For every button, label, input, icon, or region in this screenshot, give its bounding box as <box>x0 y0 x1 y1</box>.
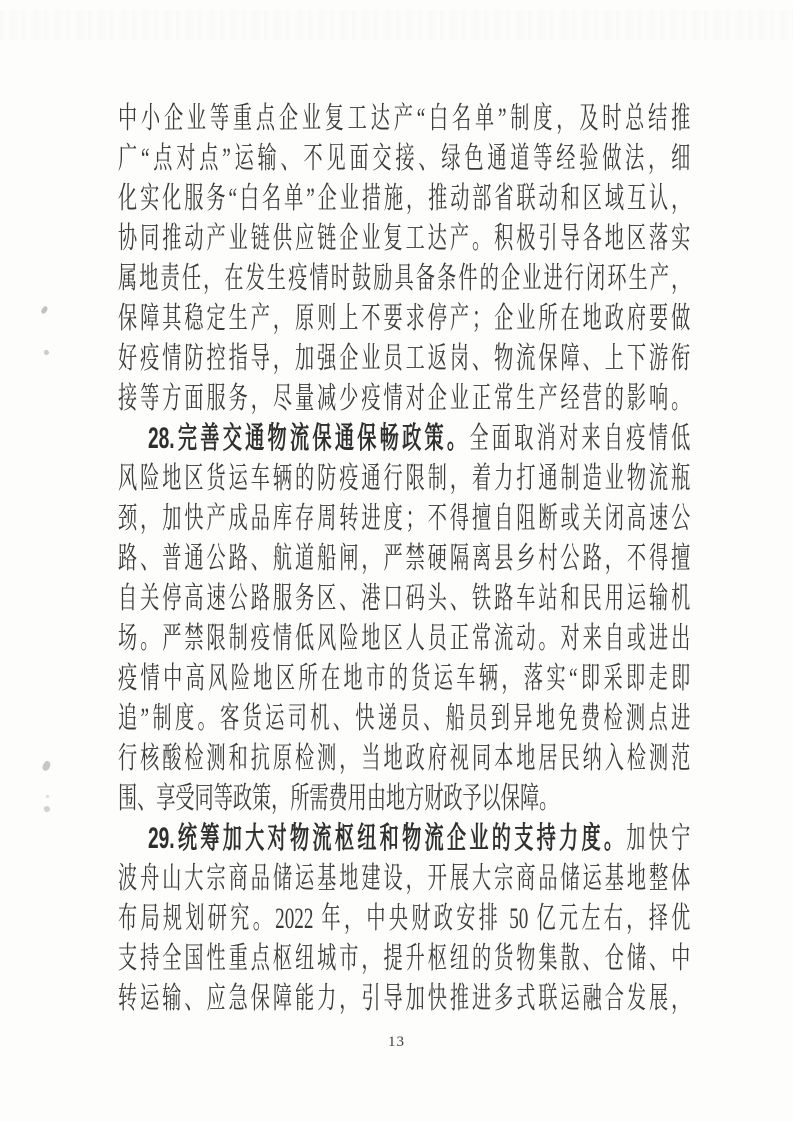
paragraph-body-segment: 好疫情防控指导，加强企业员工返岗、物流保障、上下游衔 <box>118 342 691 375</box>
paragraph-body-segment: 转运输、应急保障能力，引导加快推进多式联运融合发展， <box>118 982 691 1015</box>
paragraph-body-segment: 支持全国性重点枢纽城市，提升枢纽的货物集散、仓储、中 <box>118 942 691 975</box>
paragraph-body-segment: 协同推动产业链供应链企业复工达产。积极引导各地区落实 <box>118 222 691 255</box>
text-line <box>118 779 690 819</box>
paragraph-body-segment: 波舟山大宗商品储运基地建设，开展大宗商品储运基地整体 <box>118 862 691 895</box>
paragraph-body-segment: 疫情中高风险地区所在地市的货运车辆，落实“即采即走即 <box>118 662 691 695</box>
text-line <box>118 139 690 179</box>
text-line <box>118 579 690 619</box>
paragraph-body-segment: 自关停高速公路服务区、港口码头、铁路车站和民用运输机 <box>118 582 691 615</box>
scan-speck <box>41 760 52 772</box>
paragraph-body-segment: 保障其稳定生产，原则上不要求停产；企业所在地政府要做 <box>118 302 691 335</box>
text-line <box>118 659 690 699</box>
text-line <box>118 699 690 739</box>
text-line <box>118 859 690 899</box>
text-line <box>118 259 690 299</box>
text-line <box>118 539 690 579</box>
paragraph-body-segment: 颈，加快产成品库存周转进度；不得擅自阻断或关闭高速公 <box>118 502 691 535</box>
text-line <box>118 899 690 939</box>
text-line <box>118 979 690 1019</box>
paragraph-body-segment: 行核酸检测和抗原检测，当地政府视同本地居民纳入检测范 <box>118 742 691 775</box>
text-line <box>118 179 690 219</box>
paragraph-body-segment: 化实化服务“白名单”企业措施，推动部省联动和区域互认， <box>118 182 691 215</box>
page-number: 13 <box>388 1034 405 1050</box>
text-line <box>118 819 690 859</box>
paragraph-body-segment: 场。严禁限制疫情低风险地区人员正常流动。对来自或进出 <box>118 622 691 655</box>
text-line <box>118 459 690 499</box>
text-line <box>118 939 690 979</box>
text-line <box>118 379 690 419</box>
paragraph-body-segment: 广“点对点”运输、不见面交接、绿色通道等经验做法，细 <box>118 142 691 175</box>
text-line <box>118 499 690 539</box>
scan-speck <box>43 805 51 813</box>
paragraph-heading-segment: 29.统筹加大对物流枢纽和物流企业的支持力度。 <box>147 822 627 855</box>
paragraph-body-segment: 加快宁 <box>626 822 691 855</box>
scan-speck <box>44 350 50 356</box>
text-line <box>118 219 690 259</box>
paragraph-body-segment: 围、享受同等政策，所需费用由地方财政予以保障。 <box>118 782 559 815</box>
text-line <box>118 339 690 379</box>
paragraph-body-segment: 属地责任，在发生疫情时鼓励具备条件的企业进行闭环生产， <box>118 262 691 295</box>
paragraph-body-segment: 风险地区货运车辆的防疫通行限制，着力打通制造业物流瓶 <box>118 462 691 495</box>
text-line <box>118 299 690 339</box>
paragraph-heading-segment: 28.完善交通物流保通保畅政策。 <box>147 422 470 455</box>
text-line <box>118 99 690 139</box>
paragraph-body-segment: 中小企业等重点企业复工达产“白名单”制度，及时总结推 <box>118 102 691 135</box>
scan-speck <box>40 305 49 314</box>
paragraph-body-segment: 布局规划研究。2022 年，中央财政安排 50 亿元左右，择优 <box>118 902 691 935</box>
paragraph-body-segment: 路、普通公路、航道船闸，严禁硬隔离县乡村公路，不得擅 <box>118 542 691 575</box>
text-line <box>118 619 690 659</box>
scan-speck <box>46 795 49 798</box>
text-line <box>118 739 690 779</box>
text-line <box>118 419 690 459</box>
paragraph-body-segment: 全面取消对来自疫情低 <box>469 422 691 455</box>
paragraph-body-segment: 接等方面服务，尽量减少疫情对企业正常生产经营的影响。 <box>118 382 691 415</box>
text-block <box>118 99 690 1019</box>
paragraph-body-segment: 追”制度。客货运司机、快递员、船员到异地免费检测点进 <box>118 702 691 735</box>
scan-noise <box>0 10 793 40</box>
